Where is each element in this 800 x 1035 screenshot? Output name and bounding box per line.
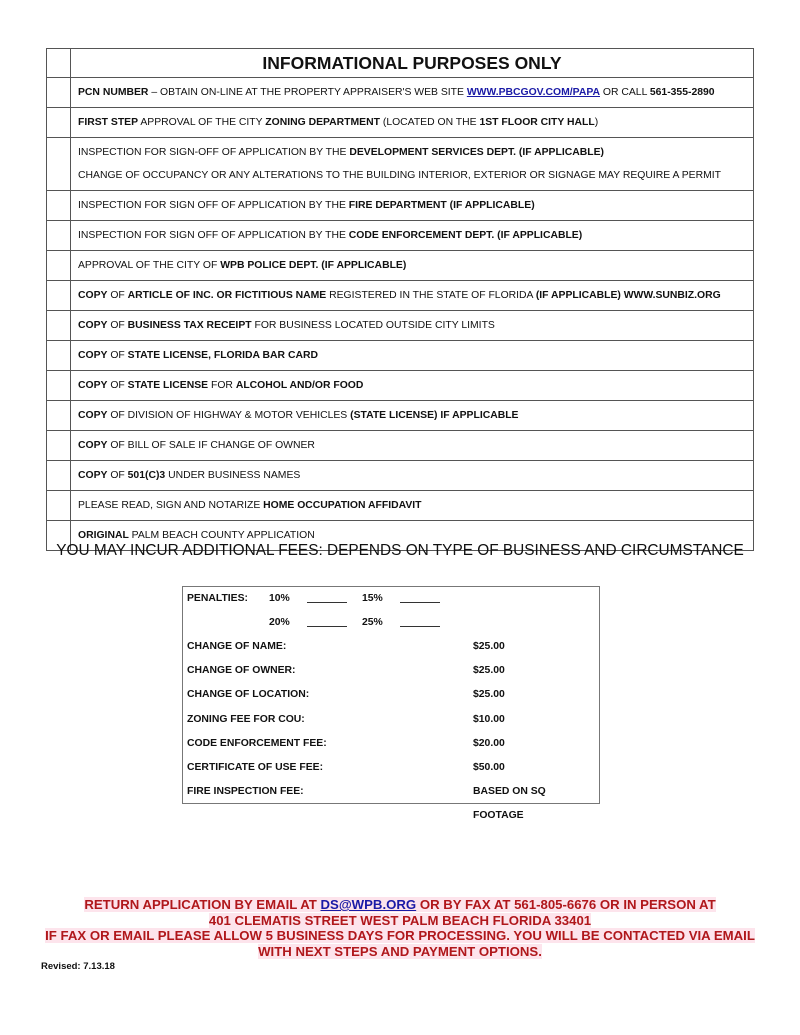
requirement-text xyxy=(71,431,753,460)
fee-row xyxy=(187,635,595,659)
footer-line-3: IF FAX OR EMAIL PLEASE ALLOW 5 BUSINESS DAYS FOR PROCESSING. YOU WILL BE CONTACTED VIA EMAIL xyxy=(45,928,755,943)
requirement-line xyxy=(78,461,746,490)
requirement-line xyxy=(78,491,746,520)
fee-label: CODE ENFORCEMENT FEE: xyxy=(187,737,327,749)
text-segment: 1ST FLOOR CITY HALL xyxy=(479,117,595,128)
text-segment: FIRST STEP xyxy=(78,117,139,128)
text-segment: CHANGE OF OCCUPANCY OR ANY ALTERATIONS TO THE BUILDING INTERIOR, EXTERIOR OR SIGNAGE MAY REQUIRE A PERMIT xyxy=(78,170,721,181)
text-segment: OF xyxy=(107,470,128,481)
text-segment: ARTICLE OF INC. OR FICTITIOUS NAME xyxy=(127,290,327,301)
text-segment: FOR xyxy=(208,380,236,391)
fee-row xyxy=(187,732,595,756)
text-segment: UNDER BUSINESS NAMES xyxy=(165,470,301,481)
text-segment: COPY xyxy=(78,290,108,301)
footer-line-4: WITH NEXT STEPS AND PAYMENT OPTIONS. xyxy=(258,943,542,959)
text-segment: ALCOHOL AND/OR FOOD xyxy=(235,380,364,391)
requirement-row xyxy=(47,431,753,461)
text-segment: COPY xyxy=(78,470,108,481)
requirement-text xyxy=(71,401,753,430)
fee-label: CHANGE OF NAME: xyxy=(187,641,287,652)
text-segment: ZONING DEPARTMENT xyxy=(265,117,380,128)
text-segment: APPROVAL OF THE CITY OF xyxy=(78,260,221,271)
checkbox-cell[interactable] xyxy=(47,461,71,490)
penalty-15-blank[interactable] xyxy=(400,593,440,603)
additional-fees-note: YOU MAY INCUR ADDITIONAL FEES: DEPENDS ON TYPE OF BUSINESS AND CIRCUMSTANCE xyxy=(56,542,744,559)
penalty-10: 10% xyxy=(269,593,290,604)
requirement-text xyxy=(71,311,753,340)
requirement-text xyxy=(71,251,753,280)
text-segment: ) xyxy=(594,117,599,128)
requirement-text xyxy=(71,138,753,190)
text-segment: WPB POLICE DEPT. (IF APPLICABLE) xyxy=(220,260,407,271)
text-segment: FIRE DEPARTMENT (IF APPLICABLE) xyxy=(348,200,535,211)
text-segment: INSPECTION FOR SIGN-OFF OF APPLICATION BY THE xyxy=(78,147,350,158)
requirement-line xyxy=(78,108,746,137)
text-segment: COPY xyxy=(78,350,108,361)
requirement-row xyxy=(47,461,753,491)
text-segment: 501(C)3 xyxy=(127,470,166,481)
text-segment: OF xyxy=(107,380,128,391)
requirement-text xyxy=(71,341,753,370)
text-segment: FOR BUSINESS LOCATED OUTSIDE CITY LIMITS xyxy=(251,320,495,331)
requirement-line xyxy=(78,401,746,430)
text-segment: STATE LICENSE, FLORIDA BAR CARD xyxy=(127,350,318,361)
fee-value: $20.00 xyxy=(473,737,505,749)
fee-label: ZONING FEE FOR COU: xyxy=(187,713,305,725)
requirement-row xyxy=(47,108,753,138)
text-segment: COPY xyxy=(78,380,108,391)
requirement-row xyxy=(47,341,753,371)
requirement-row xyxy=(47,191,753,221)
fee-value: $50.00 xyxy=(473,762,505,773)
text-segment: ORIGINAL xyxy=(78,530,129,541)
table-title-row xyxy=(47,49,753,78)
email-link[interactable]: DS@WPB.ORG xyxy=(320,897,417,912)
requirement-row xyxy=(47,78,753,108)
requirement-line xyxy=(78,371,746,400)
text-segment: OR CALL xyxy=(600,87,650,98)
text-segment: COPY xyxy=(78,410,108,421)
fee-value: $25.00 xyxy=(473,689,505,701)
requirement-line xyxy=(78,191,746,220)
fee-value: $10.00 xyxy=(473,713,505,725)
text-segment: OF BILL OF SALE IF CHANGE OF OWNER xyxy=(107,440,315,451)
requirement-line xyxy=(78,431,746,460)
text-segment: (LOCATED ON THE xyxy=(379,117,480,128)
penalty-10-blank[interactable] xyxy=(307,593,347,603)
fee-row xyxy=(187,659,595,683)
text-segment: – OBTAIN ON-LINE AT THE PROPERTY APPRAISER'S WEB SITE xyxy=(148,87,467,98)
footer-address: 401 CLEMATIS STREET WEST PALM BEACH FLORIDA 33401 xyxy=(208,912,592,928)
penalty-20: 20% xyxy=(269,617,290,628)
revised-date: Revised: 7.13.18 xyxy=(41,961,115,972)
fee-label: CHANGE OF OWNER: xyxy=(187,665,296,677)
requirement-text xyxy=(71,78,753,107)
checkbox-cell[interactable] xyxy=(47,281,71,310)
requirement-line xyxy=(78,341,746,370)
text-segment: (STATE LICENSE) IF APPLICABLE xyxy=(350,410,519,421)
fee-label: CERTIFICATE OF USE FEE: xyxy=(187,762,324,773)
text-segment: OF xyxy=(107,320,128,331)
checkbox-cell[interactable] xyxy=(47,371,71,400)
text-segment: PLEASE READ, SIGN AND NOTARIZE xyxy=(78,500,264,511)
fee-label: FIRE INSPECTION FEE: xyxy=(187,786,304,798)
fee-row xyxy=(187,780,595,822)
checkbox-cell[interactable] xyxy=(47,491,71,520)
checkbox-cell[interactable] xyxy=(47,341,71,370)
checkbox-cell[interactable] xyxy=(47,221,71,250)
text-segment: INSPECTION FOR SIGN OFF OF APPLICATION BY THE xyxy=(78,230,349,241)
penalty-25: 25% xyxy=(362,617,383,628)
requirement-row xyxy=(47,491,753,521)
table-title: INFORMATIONAL PURPOSES ONLY xyxy=(262,53,562,73)
fees-box xyxy=(182,586,600,822)
fee-value: $25.00 xyxy=(473,641,505,652)
requirement-text xyxy=(71,371,753,400)
website-link[interactable]: WWW.PBCGOV.COM/PAPA xyxy=(466,87,600,98)
checkbox-cell[interactable] xyxy=(47,311,71,340)
requirement-line xyxy=(78,251,746,280)
text-segment: HOME OCCUPATION AFFIDAVIT xyxy=(263,500,422,511)
fee-row xyxy=(187,683,595,707)
checkbox-cell[interactable] xyxy=(47,431,71,460)
text-segment: REGISTERED IN THE STATE OF FLORIDA xyxy=(326,290,536,301)
requirement-row xyxy=(47,221,753,251)
requirement-text xyxy=(71,191,753,220)
checkbox-cell[interactable] xyxy=(47,49,71,77)
text-segment: COPY xyxy=(78,320,108,331)
fee-row xyxy=(187,708,595,732)
requirement-row xyxy=(47,401,753,431)
footer-line-1a: RETURN APPLICATION BY EMAIL AT xyxy=(84,897,321,912)
penalties-row-1 xyxy=(187,587,383,611)
requirement-line xyxy=(78,311,746,340)
footer-line-1b: OR BY FAX AT 561-805-6676 OR IN PERSON AT xyxy=(416,897,716,912)
text-segment: (IF APPLICABLE) WWW.SUNBIZ.ORG xyxy=(535,290,721,301)
requirement-line xyxy=(78,221,746,250)
requirement-text xyxy=(71,221,753,250)
checkbox-cell[interactable] xyxy=(47,251,71,280)
text-segment: STATE LICENSE xyxy=(127,380,209,391)
requirement-row xyxy=(47,311,753,341)
text-segment: INSPECTION FOR SIGN OFF OF APPLICATION BY THE xyxy=(78,200,349,211)
text-segment: CODE ENFORCEMENT DEPT. (IF APPLICABLE) xyxy=(348,230,583,241)
checkbox-cell[interactable] xyxy=(47,191,71,220)
text-segment: OF xyxy=(107,350,128,361)
text-segment: OF DIVISION OF HIGHWAY & MOTOR VEHICLES xyxy=(107,410,351,421)
fee-row xyxy=(187,756,595,780)
fee-value: $25.00 xyxy=(473,665,505,677)
penalty-15: 15% xyxy=(362,593,383,604)
requirement-line xyxy=(78,78,746,107)
requirement-line xyxy=(78,281,746,310)
text-segment: PALM BEACH COUNTY APPLICATION xyxy=(128,530,315,541)
requirement-row xyxy=(47,281,753,311)
requirement-text xyxy=(71,108,753,137)
text-segment: PCN NUMBER xyxy=(78,87,149,98)
text-segment: COPY xyxy=(78,440,108,451)
checkbox-cell[interactable] xyxy=(47,108,71,137)
fee-label: CHANGE OF LOCATION: xyxy=(187,689,310,701)
requirement-text xyxy=(71,491,753,520)
return-instructions xyxy=(0,897,800,959)
text-segment: BUSINESS TAX RECEIPT xyxy=(127,320,252,331)
text-segment: DEVELOPMENT SERVICES DEPT. (IF APPLICABLE) xyxy=(349,147,604,158)
requirement-text xyxy=(71,461,753,490)
checkbox-cell[interactable] xyxy=(47,138,71,190)
fee-value: BASED ON SQ FOOTAGE xyxy=(473,786,546,822)
text-segment: OF xyxy=(107,290,128,301)
penalty-25-blank[interactable] xyxy=(400,617,440,627)
requirement-row xyxy=(47,138,753,191)
requirement-line xyxy=(78,164,746,187)
requirement-text xyxy=(71,281,753,310)
checkbox-cell[interactable] xyxy=(47,78,71,107)
penalty-20-blank[interactable] xyxy=(307,617,347,627)
checkbox-cell[interactable] xyxy=(47,401,71,430)
requirement-line xyxy=(78,141,746,164)
requirements-table xyxy=(46,48,754,551)
text-segment: 561-355-2890 xyxy=(649,87,715,98)
penalties-label: PENALTIES: xyxy=(187,593,248,604)
requirement-row xyxy=(47,251,753,281)
text-segment: APPROVAL OF THE CITY xyxy=(138,117,266,128)
requirement-row xyxy=(47,371,753,401)
